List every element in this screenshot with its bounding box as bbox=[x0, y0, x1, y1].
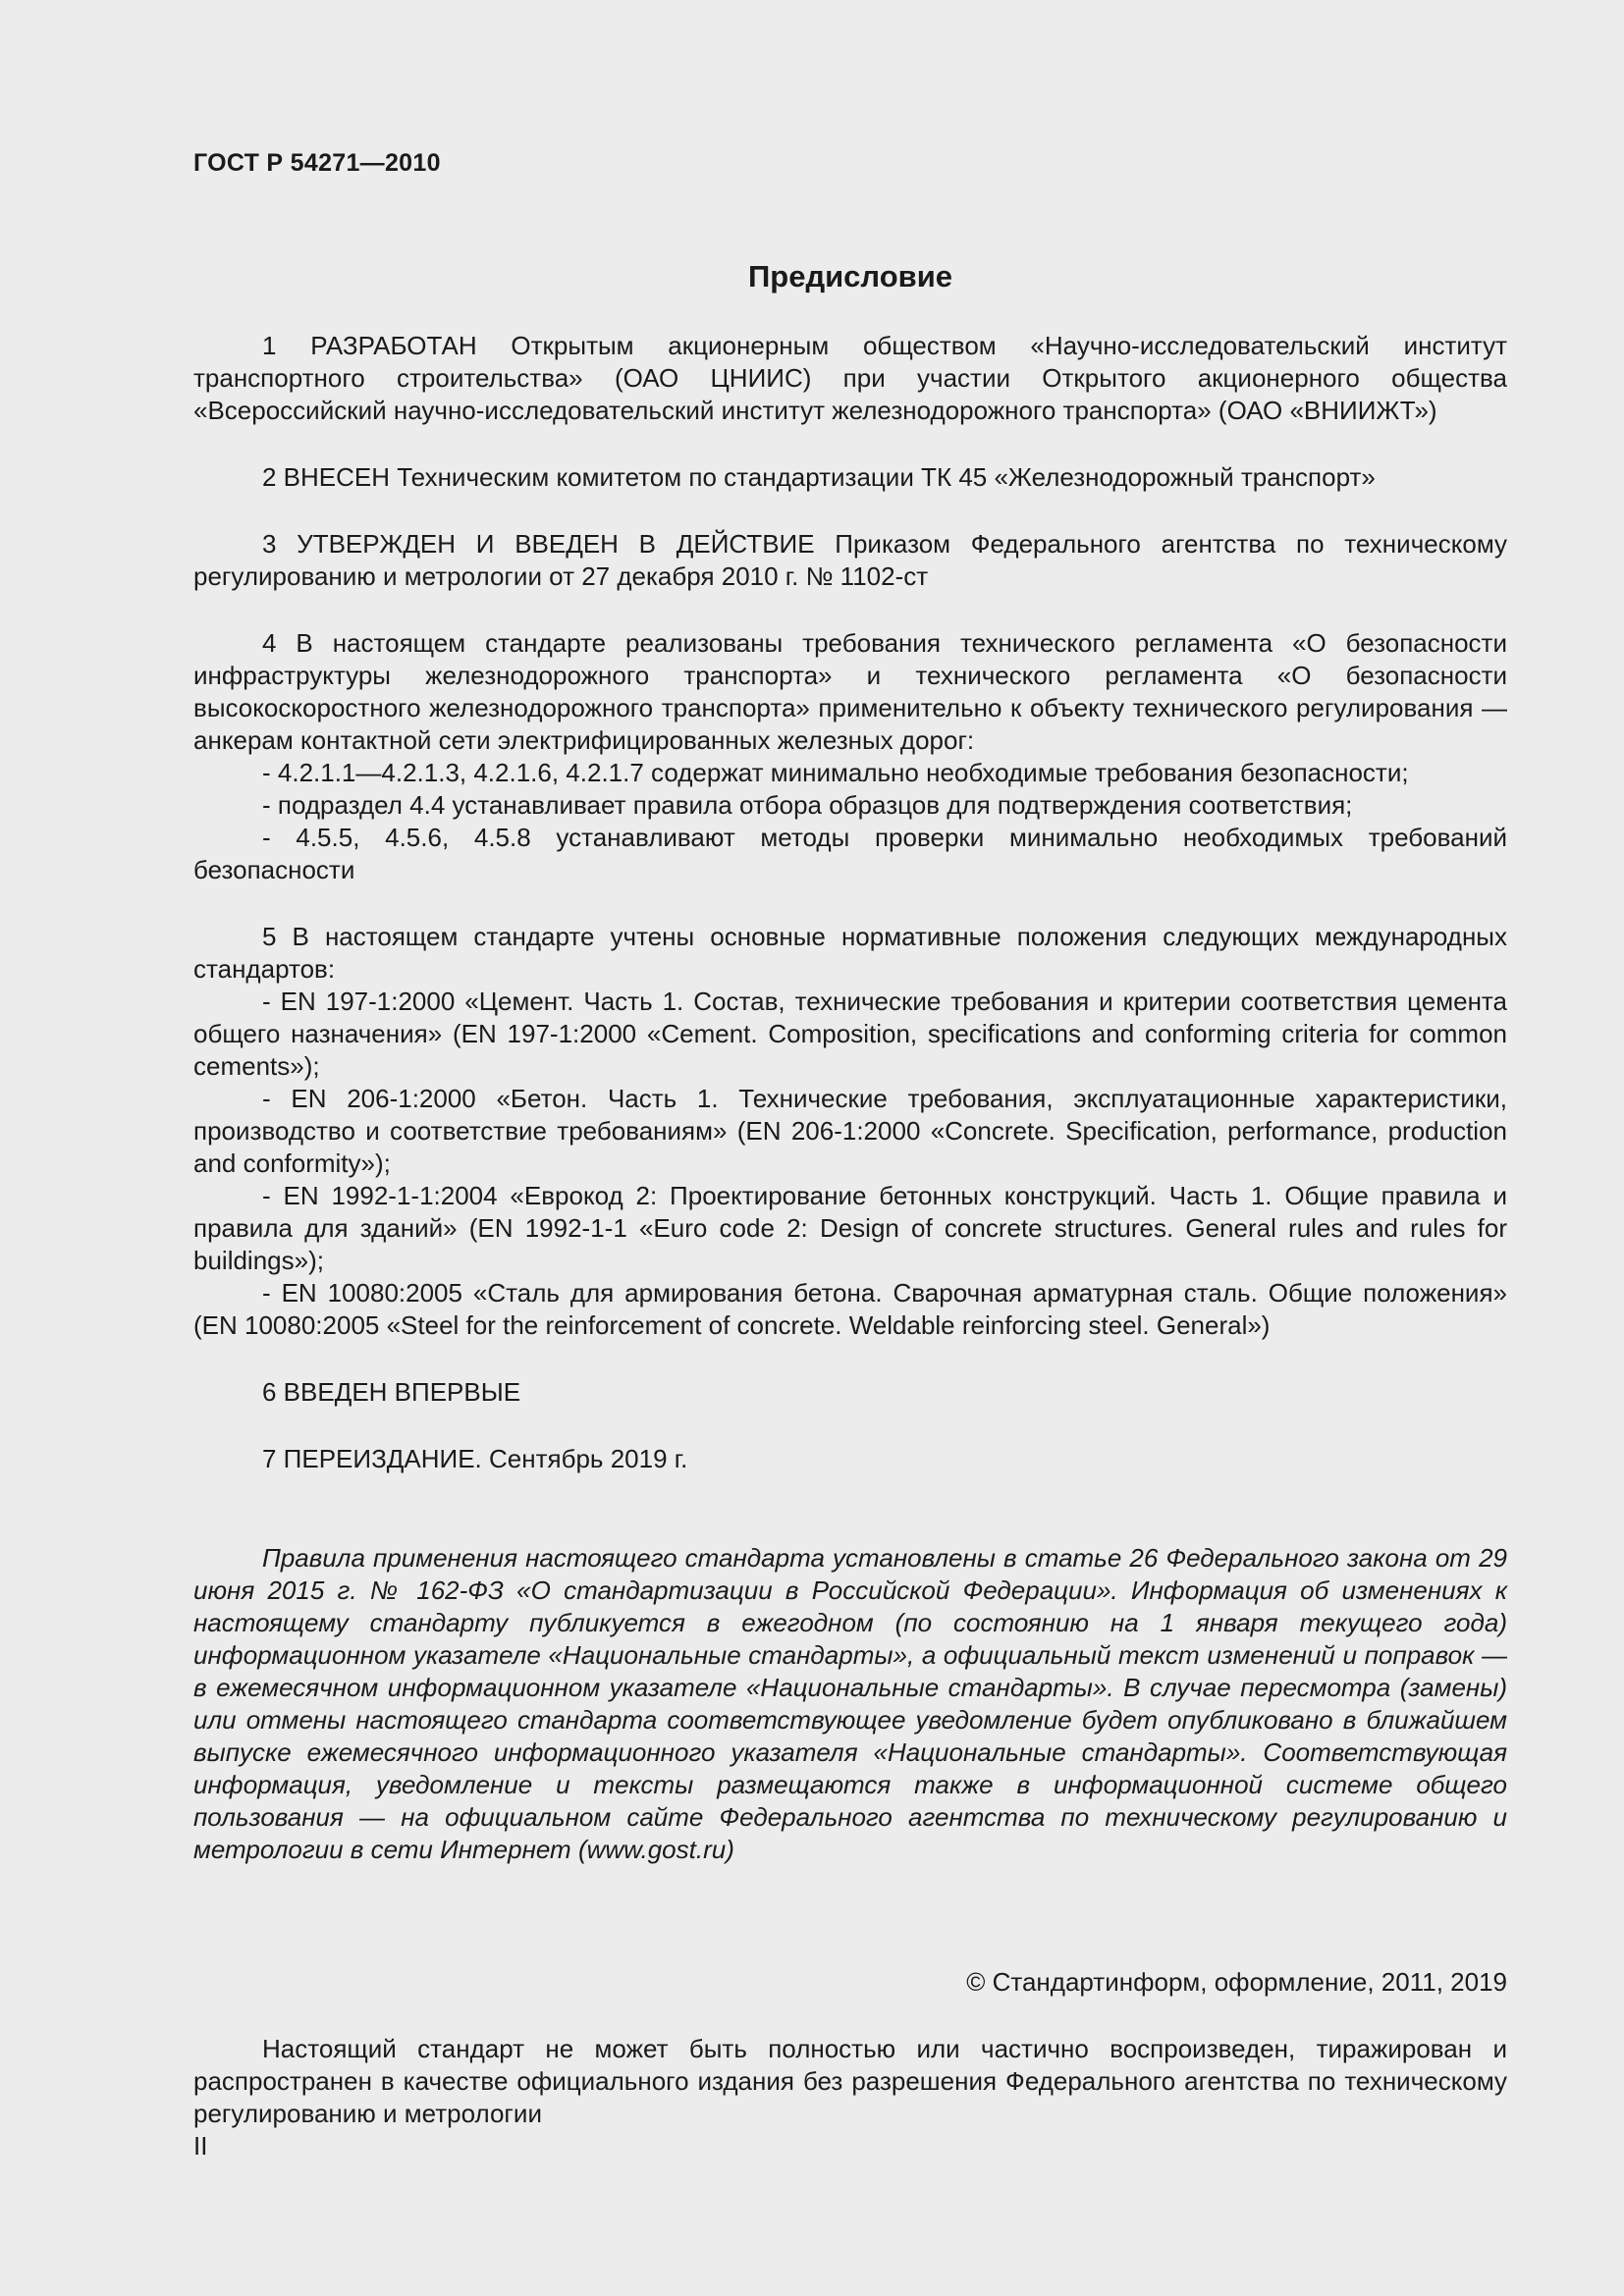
copyright-line: © Стандартинформ, оформление, 2011, 2019 bbox=[966, 1967, 1507, 1997]
foreword-item-4-bullet: - 4.2.1.1—4.2.1.3, 4.2.1.6, 4.2.1.7 содержат минимально необходимые требования безопасности; bbox=[262, 758, 1409, 787]
foreword-item-5-bullet: - EN 1992-1-1:2004 «Еврокод 2: Проектирование бетонных конструкций. Часть 1. Общие правила и правила для зданий» (EN 1992-1-1 «Euro code 2: Design of concrete structures. General rules and rules for buildings»); bbox=[193, 1181, 1507, 1275]
foreword-item-5 bbox=[193, 921, 1507, 1342]
application-rules-notice bbox=[193, 1542, 1507, 1866]
foreword-item-4-intro: 4 В настоящем стандарте реализованы требования технического регламента «О безопасности инфраструктуры железнодорожного транспорта» и технического регламента «О безопасности высокоскоростного железнодорожного транспорта» применительно к объекту технического регулирования — анкерам контактной сети электрифицированных железных дорог: bbox=[193, 628, 1507, 755]
foreword-item-5-intro: 5 В настоящем стандарте учтены основные нормативные положения следующих международных стандартов: bbox=[193, 922, 1507, 984]
foreword-item-4-bullet: - подраздел 4.4 устанавливает правила отбора образцов для подтверждения соответствия; bbox=[262, 790, 1353, 820]
page-number: II bbox=[193, 2131, 208, 2161]
foreword-item-1: 1 РАЗРАБОТАН Открытым акционерным обществом «Научно-исследовательский институт транспортного строительства» (ОАО ЦНИИС) при участии Открытого акционерного общества «Всероссийский научно-исследовательский институт железнодорожного транспорта» (ОАО «ВНИИЖТ») bbox=[193, 331, 1507, 425]
foreword-item-4 bbox=[193, 627, 1507, 886]
foreword-item-5-bullet: - EN 10080:2005 «Сталь для армирования бетона. Сварочная арматурная сталь. Общие положения» (EN 10080:2005 «Steel for the reinforcement of concrete. Weldable reinforcing steel. General») bbox=[193, 1278, 1507, 1340]
foreword-item-2: 2 ВНЕСЕН Техническим комитетом по стандартизации ТК 45 «Железнодорожный транспорт» bbox=[262, 462, 1376, 492]
foreword-item-6: 6 ВВЕДЕН ВПЕРВЫЕ bbox=[262, 1377, 521, 1407]
page-title: Предисловие bbox=[747, 259, 952, 294]
document-code: ГОСТ Р 54271—2010 bbox=[193, 149, 441, 177]
foreword-item-7: 7 ПЕРЕИЗДАНИЕ. Сентябрь 2019 г. bbox=[262, 1444, 688, 1473]
application-rules-text: Правила применения настоящего стандарта установлены в статье 26 Федерального закона от 29 июня 2015 г. № 162-ФЗ «О стандартизации в Российской Федерации». Информация об изменениях к настоящему стандарту публикуется в ежегодном (по состоянию на 1 января текущего года) информационном указателе «Национальные стандарты», а официальный текст изменений и поправок — в ежемесячном информационном указателе «Национальные стандарты». В случае пересмотра (замены) или отмены настоящего стандарта соответствующее уведомление будет опубликовано в ближайшем выпуске ежемесячного информационного указателя «Национальные стандарты». Соответствующая информация, уведомление и тексты размещаются также в информационной системе общего пользования — на официальном сайте Федерального агентства по техническому регулированию и метрологии в сети Интернет (www.gost.ru) bbox=[193, 1543, 1507, 1864]
foreword-item-3: 3 УТВЕРЖДЕН И ВВЕДЕН В ДЕЙСТВИЕ Приказом Федерального агентства по техническому регулированию и метрологии от 27 декабря 2010 г. № 1102-ст bbox=[193, 529, 1507, 591]
foreword-item-5-bullet: - EN 197-1:2000 «Цемент. Часть 1. Состав, технические требования и критерии соответствия цемента общего назначения» (EN 197-1:2000 «Cement. Composition, specifications and conforming criteria for common cements»); bbox=[193, 987, 1507, 1081]
reproduction-notice: Настоящий стандарт не может быть полностью или частично воспроизведен, тиражирован и распространен в качестве официального издания без разрешения Федерального агентства по техническому регулированию и метрологии bbox=[193, 2034, 1507, 2128]
document-page bbox=[193, 145, 1507, 2163]
foreword-item-5-bullet: - EN 206-1:2000 «Бетон. Часть 1. Технические требования, эксплуатационные характеристики, производство и соответствие требованиям» (EN 206-1:2000 «Concrete. Specification, performance, production and conformity»); bbox=[193, 1084, 1507, 1178]
foreword-item-4-bullet: - 4.5.5, 4.5.6, 4.5.8 устанавливают методы проверки минимально необходимых требований безопасности bbox=[193, 823, 1507, 884]
